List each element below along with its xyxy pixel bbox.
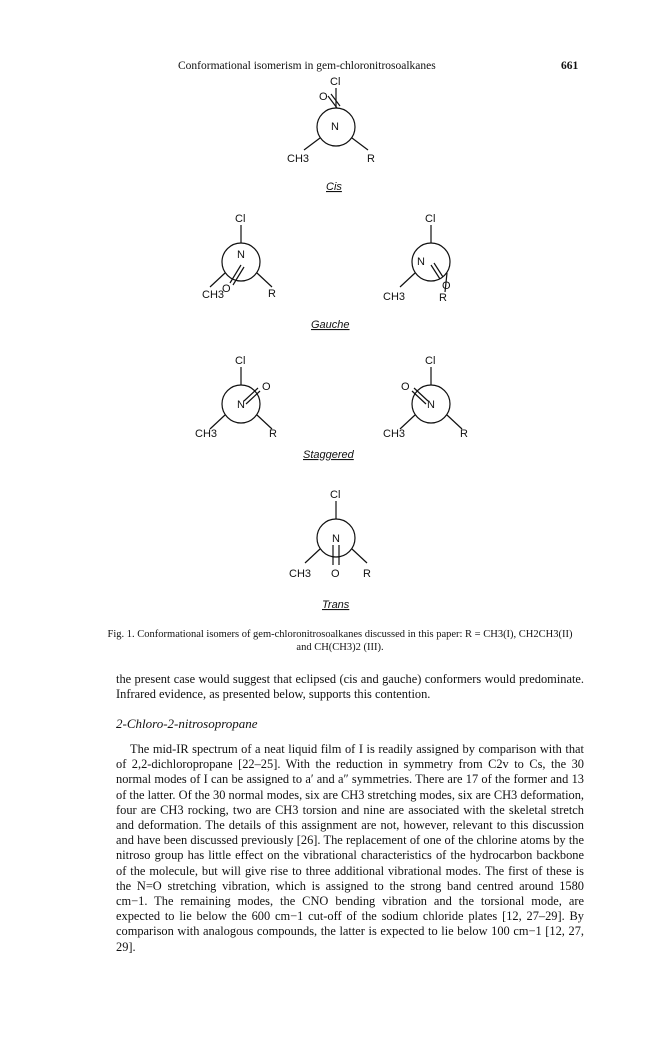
section-heading: 2-Chloro-2-nitrosopropane xyxy=(116,716,258,731)
paragraph-2: The mid-IR spectrum of a neat liquid film of I is readily assigned by comparison with that of 2,2-dichloropropane [22–25]. With the reduction in symmetry from C2v to Cs, the 30 normal modes of I can be assigned to a′ and a″ symmetries. There are 17 of the former and 13 of the latter. Of the 30 normal modes, six are CH3 stretching modes, six are CH3 deformation, four are CH3 rocking, two are CH3 torsion and nine are associated with the skeletal stretch and deformation. The details of this assignment are not, however, relevant to this discussion and have been discussed previously [26]. The replacement of one of the chlorine atoms by the nitroso group has little effect on the vibrational characteristics of the hydrocarbon backbone of the molecule, but will give rise to three additional vibrational modes. The first of these is the N=O stretching vibration, which is assigned to the strong band centred around 1580 cm−1. The remaining modes, the CNO bending vibration and the torsional mode, are expected to lie below the 600 cm−1 cut-off of the sodium chloride plates [12, 27–29]. By comparison with analogous compounds, the latter is expected to lie below 100 cm−1 [12, 27, 29]. xyxy=(116,742,584,954)
group-ch3: CH3 xyxy=(287,153,310,165)
figure-caption: Fig. 1. Conformational isomers of gem-chloronitrosoalkanes discussed in this paper: R = CH3(I), CH2CH3(II) and CH(CH3)2 (III). xyxy=(107,629,573,653)
page-number: 661 xyxy=(561,60,579,72)
conformer-label-cis: Cis xyxy=(326,181,342,193)
group-ch3: CH3 xyxy=(289,568,312,580)
group-r: R xyxy=(460,428,468,440)
group-ch3: CH3 xyxy=(202,289,225,301)
atom-n: N xyxy=(331,121,339,133)
group-ch3: CH3 xyxy=(383,291,406,303)
staggered-right-structure xyxy=(400,367,462,429)
atom-o: O xyxy=(222,283,231,295)
atom-n: N xyxy=(237,399,245,411)
atom-n: N xyxy=(417,256,425,268)
atom-o: O xyxy=(442,280,451,292)
atom-n: N xyxy=(332,533,340,545)
atom-cl: Cl xyxy=(235,213,246,225)
group-ch3: CH3 xyxy=(383,428,406,440)
atom-o: O xyxy=(262,381,271,393)
conformer-label-trans: Trans xyxy=(322,599,350,611)
atom-cl: Cl xyxy=(425,355,436,367)
staggered-left-structure xyxy=(210,367,272,429)
group-r: R xyxy=(367,153,375,165)
group-r: R xyxy=(269,428,277,440)
cis-structure xyxy=(304,88,368,150)
atom-o: O xyxy=(331,568,340,580)
atom-n: N xyxy=(427,399,435,411)
conformer-label-staggered: Staggered xyxy=(303,449,354,461)
atom-o: O xyxy=(319,91,328,103)
conformer-label-gauche: Gauche xyxy=(311,319,350,331)
atom-n: N xyxy=(237,249,245,261)
atom-cl: Cl xyxy=(235,355,246,367)
group-r: R xyxy=(268,288,276,300)
atom-cl: Cl xyxy=(330,76,341,88)
paragraph-1: the present case would suggest that eclipsed (cis and gauche) conformers would predominate. Infrared evidence, as presented below, supports this contention. xyxy=(116,672,584,702)
group-r: R xyxy=(439,292,447,304)
group-r: R xyxy=(363,568,371,580)
atom-cl: Cl xyxy=(425,213,436,225)
group-ch3: CH3 xyxy=(195,428,218,440)
atom-cl: Cl xyxy=(330,489,341,501)
atom-o: O xyxy=(401,381,410,393)
running-title: Conformational isomerism in gem-chloronitrosoalkanes xyxy=(178,60,436,72)
